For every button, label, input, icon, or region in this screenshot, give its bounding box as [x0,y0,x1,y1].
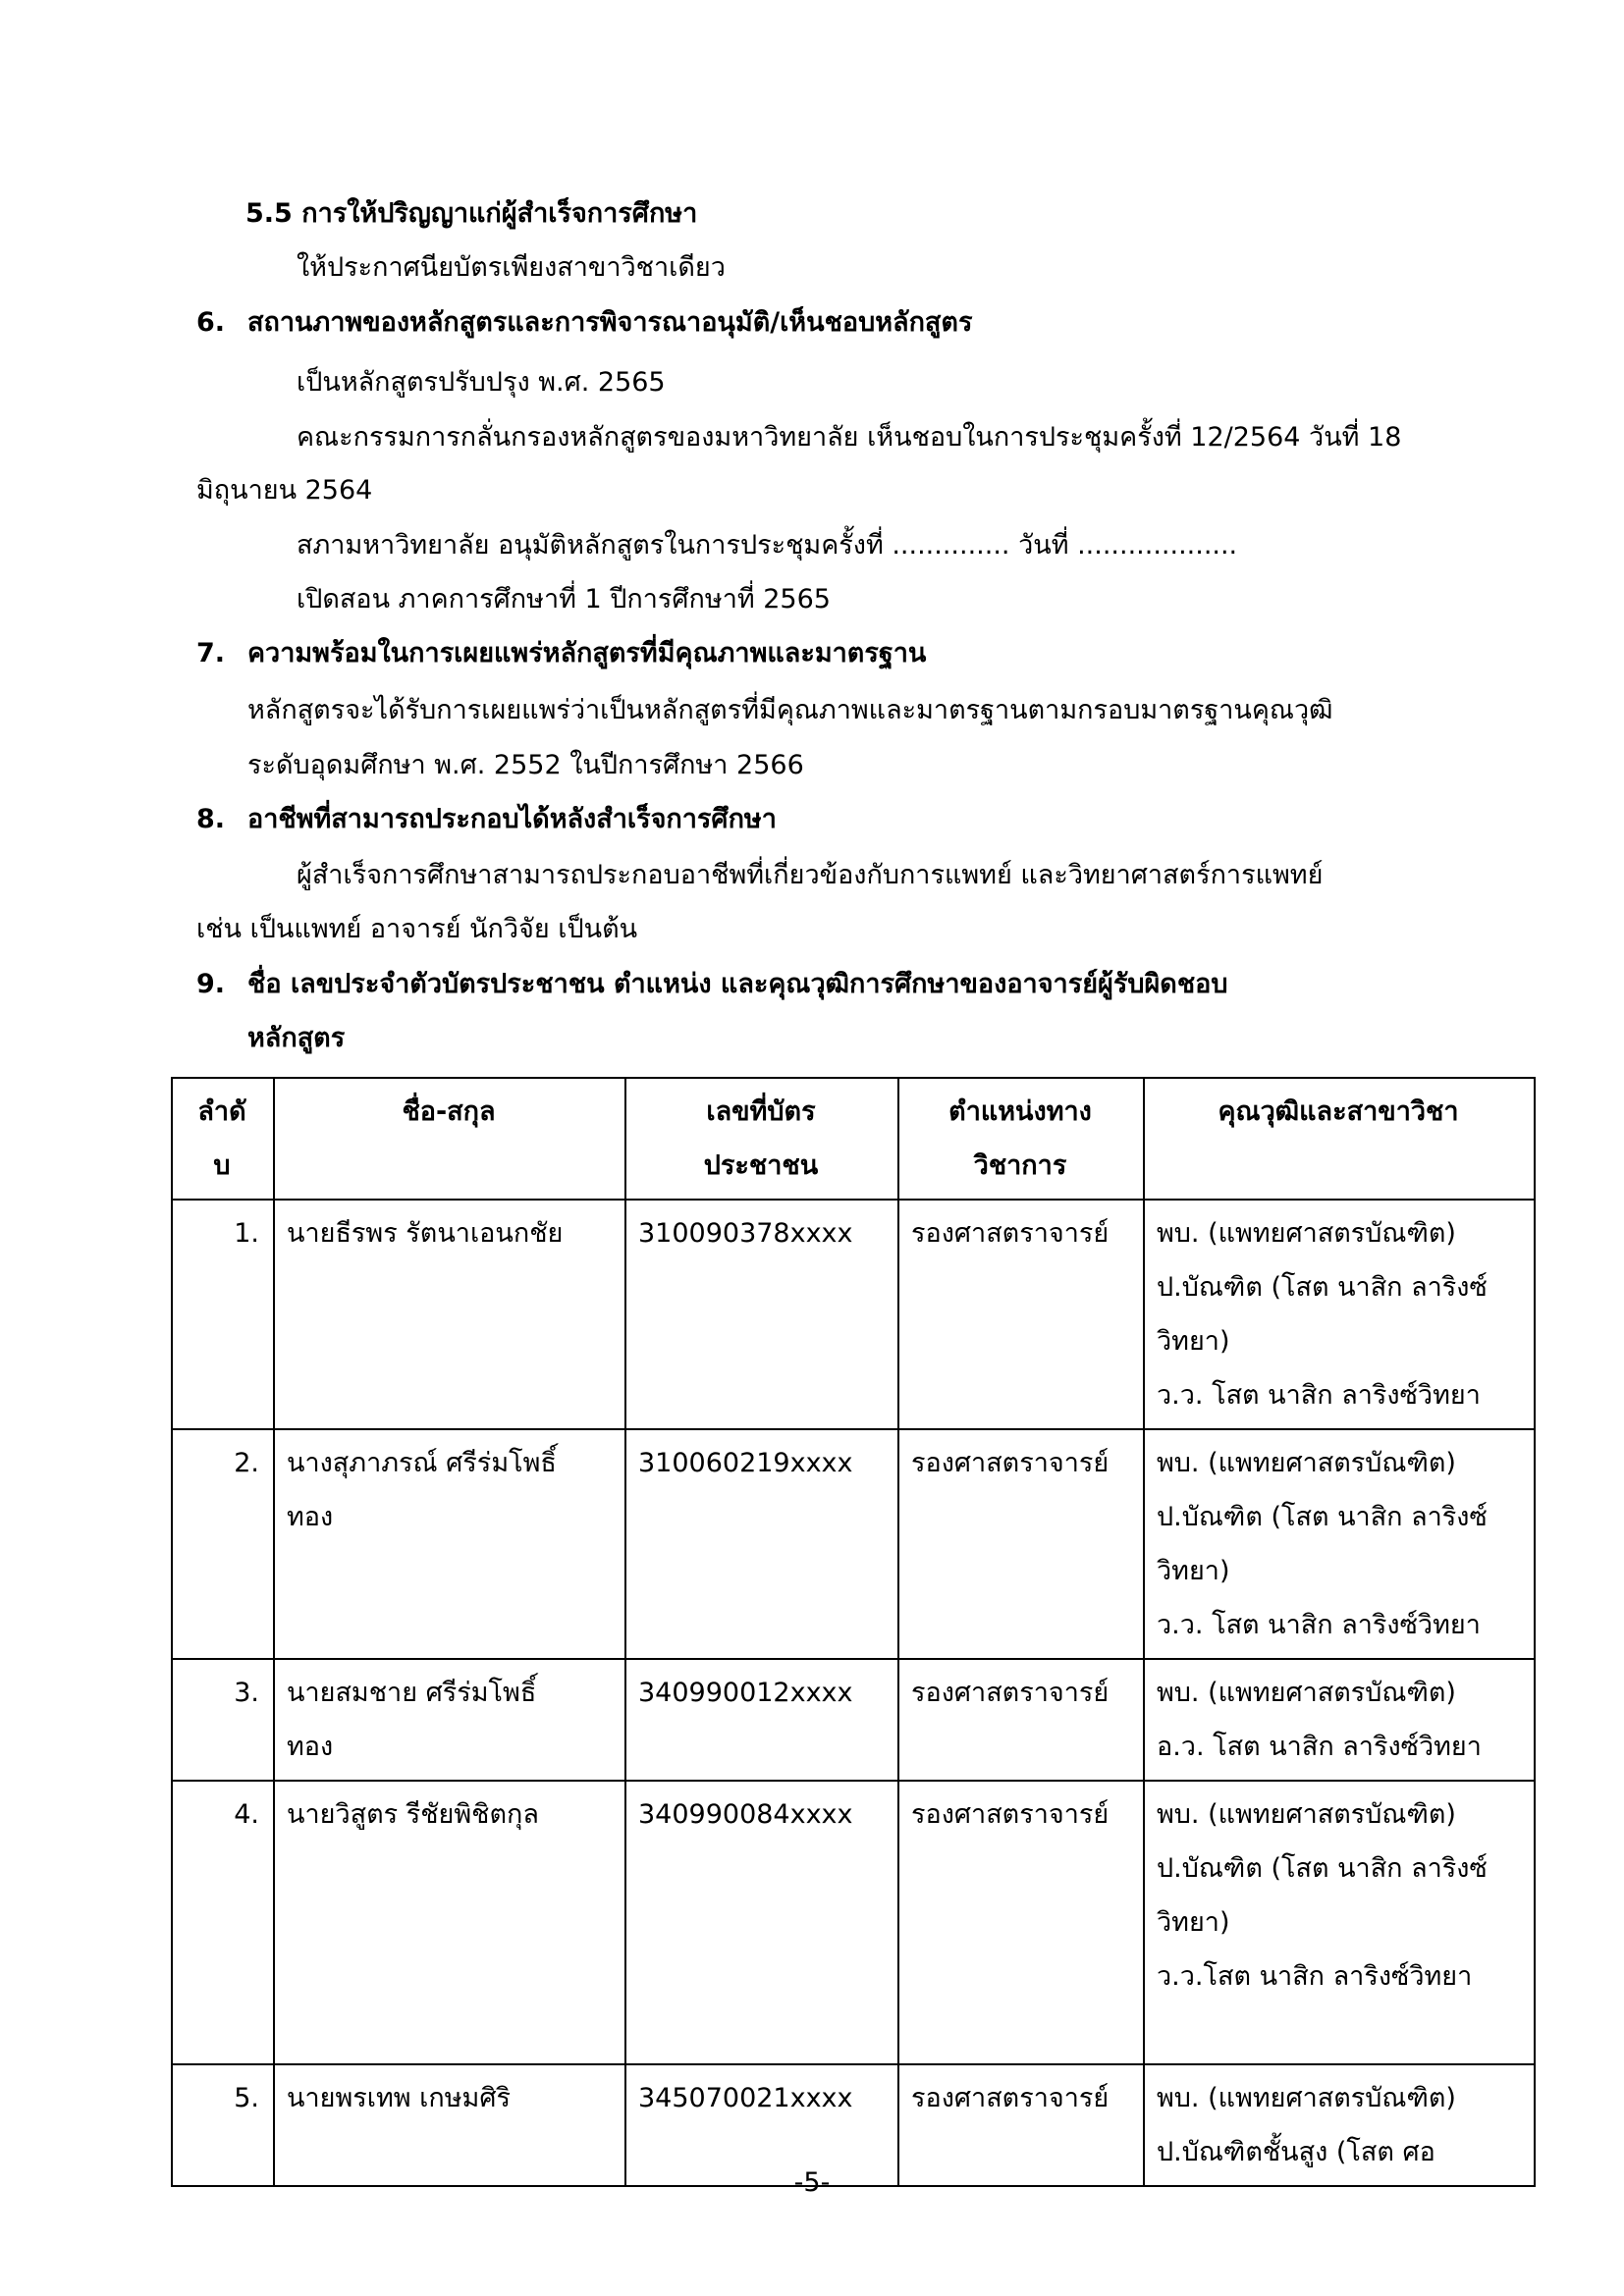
table-header-row [172,1078,1535,1200]
section-number: 7. [196,638,226,668]
section-title: ชื่อ เลขประจำตัวบัตรประชาชน ตำแหน่ง และคุณวุฒิการศึกษาของอาจารย์ผู้รับผิดชอบ [247,969,1228,999]
qualification-line: พบ. (แพทยศาสตรบัณฑิต) [1157,2083,1456,2113]
name-line: นางสุภาภรณ์ ศรีร่มโพธิ์ [287,1448,557,1478]
row-name [274,1429,625,1659]
header-text: วิชาการ [973,1150,1067,1181]
header-id [625,1078,898,1200]
name-line: นายสมชาย ศรีร่มโพธิ์ [287,1678,537,1708]
section-7-paragraph-line-1: หลักสูตรจะได้รับการเผยแพร่ว่าเป็นหลักสูตรที่มีคุณภาพและมาตรฐานตามกรอบมาตรฐานคุณวุฒิ [247,695,1333,725]
row-qualification [1144,1659,1535,1781]
section-6-paragraph-2-line-2: มิถุนายน 2564 [196,475,373,506]
section-7-heading [196,634,926,673]
qualification-line: ป.บัณฑิตชั้นสูง (โสต ศอ [1157,2137,1435,2167]
qualification-line [1157,2003,1526,2057]
qualification-line: ว.ว.โสต นาสิก ลาริงซ์วิทยา [1157,1961,1473,1992]
qualification-line: พบ. (แพทยศาสตรบัณฑิต) [1157,1448,1456,1478]
section-6-heading [196,303,972,343]
row-number: 5. [172,2064,274,2186]
section-5-5-text: ให้ประกาศนียบัตรเพียงสาขาวิชาเดียว [297,252,726,283]
header-text: เลขที่บัตร [706,1096,816,1127]
header-text: คุณวุฒิและสาขาวิชา [1218,1096,1459,1127]
section-number: 9. [196,969,226,999]
row-position: รองศาสตราจารย์ [898,1659,1144,1781]
row-position: รองศาสตราจารย์ [898,1200,1144,1429]
row-number: 1. [172,1200,274,1429]
row-number: 3. [172,1659,274,1781]
row-qualification [1144,1200,1535,1429]
qualification-line: วิทยา) [1157,1556,1230,1586]
qualification-line: ป.บัณฑิต (โสต นาสิก ลาริงซ์ [1157,1272,1488,1303]
name-line: นายธีรพร รัตนาเอนกชัย [287,1218,564,1249]
qualification-line: ว.ว. โสต นาสิก ลาริงซ์วิทยา [1157,1380,1481,1411]
row-number: 2. [172,1429,274,1659]
row-name [274,1200,625,1429]
qualification-line: ป.บัณฑิต (โสต นาสิก ลาริงซ์ [1157,1502,1488,1532]
header-text: ประชาชน [703,1150,819,1181]
section-7-paragraph-line-2: ระดับอุดมศึกษา พ.ศ. 2552 ในปีการศึกษา 2566 [247,750,804,780]
section-8-paragraph-line-1: ผู้สำเร็จการศึกษาสามารถประกอบอาชีพที่เกี่ยวข้องกับการแพทย์ และวิทยาศาสตร์การแพทย์ [297,860,1324,890]
header-name [274,1078,625,1200]
qualification-line: พบ. (แพทยศาสตรบัณฑิต) [1157,1799,1456,1830]
header-text: บ [213,1150,231,1181]
row-id: 340990084xxxx [625,1781,898,2064]
qualification-line: ว.ว. โสต นาสิก ลาริงซ์วิทยา [1157,1610,1481,1640]
table-row [172,1200,1535,1429]
row-id: 310060219xxxx [625,1429,898,1659]
faculty-table [171,1077,1536,2187]
section-number: 8. [196,804,226,834]
row-qualification [1144,1429,1535,1659]
section-5-5-heading: 5.5 การให้ปริญญาแก่ผู้สำเร็จการศึกษา [245,198,698,229]
header-position [898,1078,1144,1200]
qualification-line: วิทยา) [1157,1326,1230,1357]
header-text: ตำแหน่งทาง [948,1096,1092,1127]
section-8-heading [196,800,777,839]
name-line: นายวิสูตร รีชัยพิชิตกุล [287,1799,539,1830]
row-id: 310090378xxxx [625,1200,898,1429]
header-qualification [1144,1078,1535,1200]
section-9-heading [196,965,1228,1004]
section-title: ความพร้อมในการเผยแพร่หลักสูตรที่มีคุณภาพและมาตรฐาน [247,638,927,668]
section-8-paragraph-line-2: เช่น เป็นแพทย์ อาจารย์ นักวิจัย เป็นต้น [196,914,638,944]
section-6-paragraph-2-line-1: คณะกรรมการกลั่นกรองหลักสูตรของมหาวิทยาลัย เห็นชอบในการประชุมครั้งที่ 12/2564 วันที่ 18 [297,422,1402,453]
name-line: ทอง [287,1502,334,1532]
qualification-line: อ.ว. โสต นาสิก ลาริงซ์วิทยา [1157,1732,1482,1762]
name-line: นายพรเทพ เกษมศิริ [287,2083,511,2113]
row-position: รองศาสตราจารย์ [898,1429,1144,1659]
header-text: ชื่อ-สกุล [402,1096,496,1127]
row-name [274,1781,625,2064]
header-no [172,1078,274,1200]
page-number: -5- [793,2167,831,2198]
qualification-line: ป.บัณฑิต (โสต นาสิก ลาริงซ์ [1157,1853,1488,1884]
section-title: สถานภาพของหลักสูตรและการพิจารณาอนุมัติ/เห็นชอบหลักสูตร [247,307,973,338]
qualification-line: วิทยา) [1157,1907,1230,1938]
section-6-paragraph-4: เปิดสอน ภาคการศึกษาที่ 1 ปีการศึกษาที่ 2565 [297,584,831,614]
table-row [172,1781,1535,2064]
section-title: อาชีพที่สามารถประกอบได้หลังสำเร็จการศึกษา [247,804,777,834]
row-qualification [1144,1781,1535,2064]
row-id: 340990012xxxx [625,1659,898,1781]
qualification-line: พบ. (แพทยศาสตรบัณฑิต) [1157,1218,1456,1249]
section-6-paragraph-3: สภามหาวิทยาลัย อนุมัติหลักสูตรในการประชุมครั้งที่ .............. วันที่ ................... [297,530,1238,561]
row-id: 345070021xxxx [625,2064,898,2186]
section-number: 6. [196,307,226,338]
table-row [172,1429,1535,1659]
row-position: รองศาสตราจารย์ [898,2064,1144,2186]
row-number: 4. [172,1781,274,2064]
header-text: ลำดั [197,1096,246,1127]
table-row [172,1659,1535,1781]
qualification-line: พบ. (แพทยศาสตรบัณฑิต) [1157,1678,1456,1708]
row-name [274,1659,625,1781]
section-6-paragraph-1: เป็นหลักสูตรปรับปรุง พ.ศ. 2565 [297,367,666,398]
name-line: ทอง [287,1732,334,1762]
section-9-heading-line-2: หลักสูตร [247,1023,346,1053]
row-position: รองศาสตราจารย์ [898,1781,1144,2064]
